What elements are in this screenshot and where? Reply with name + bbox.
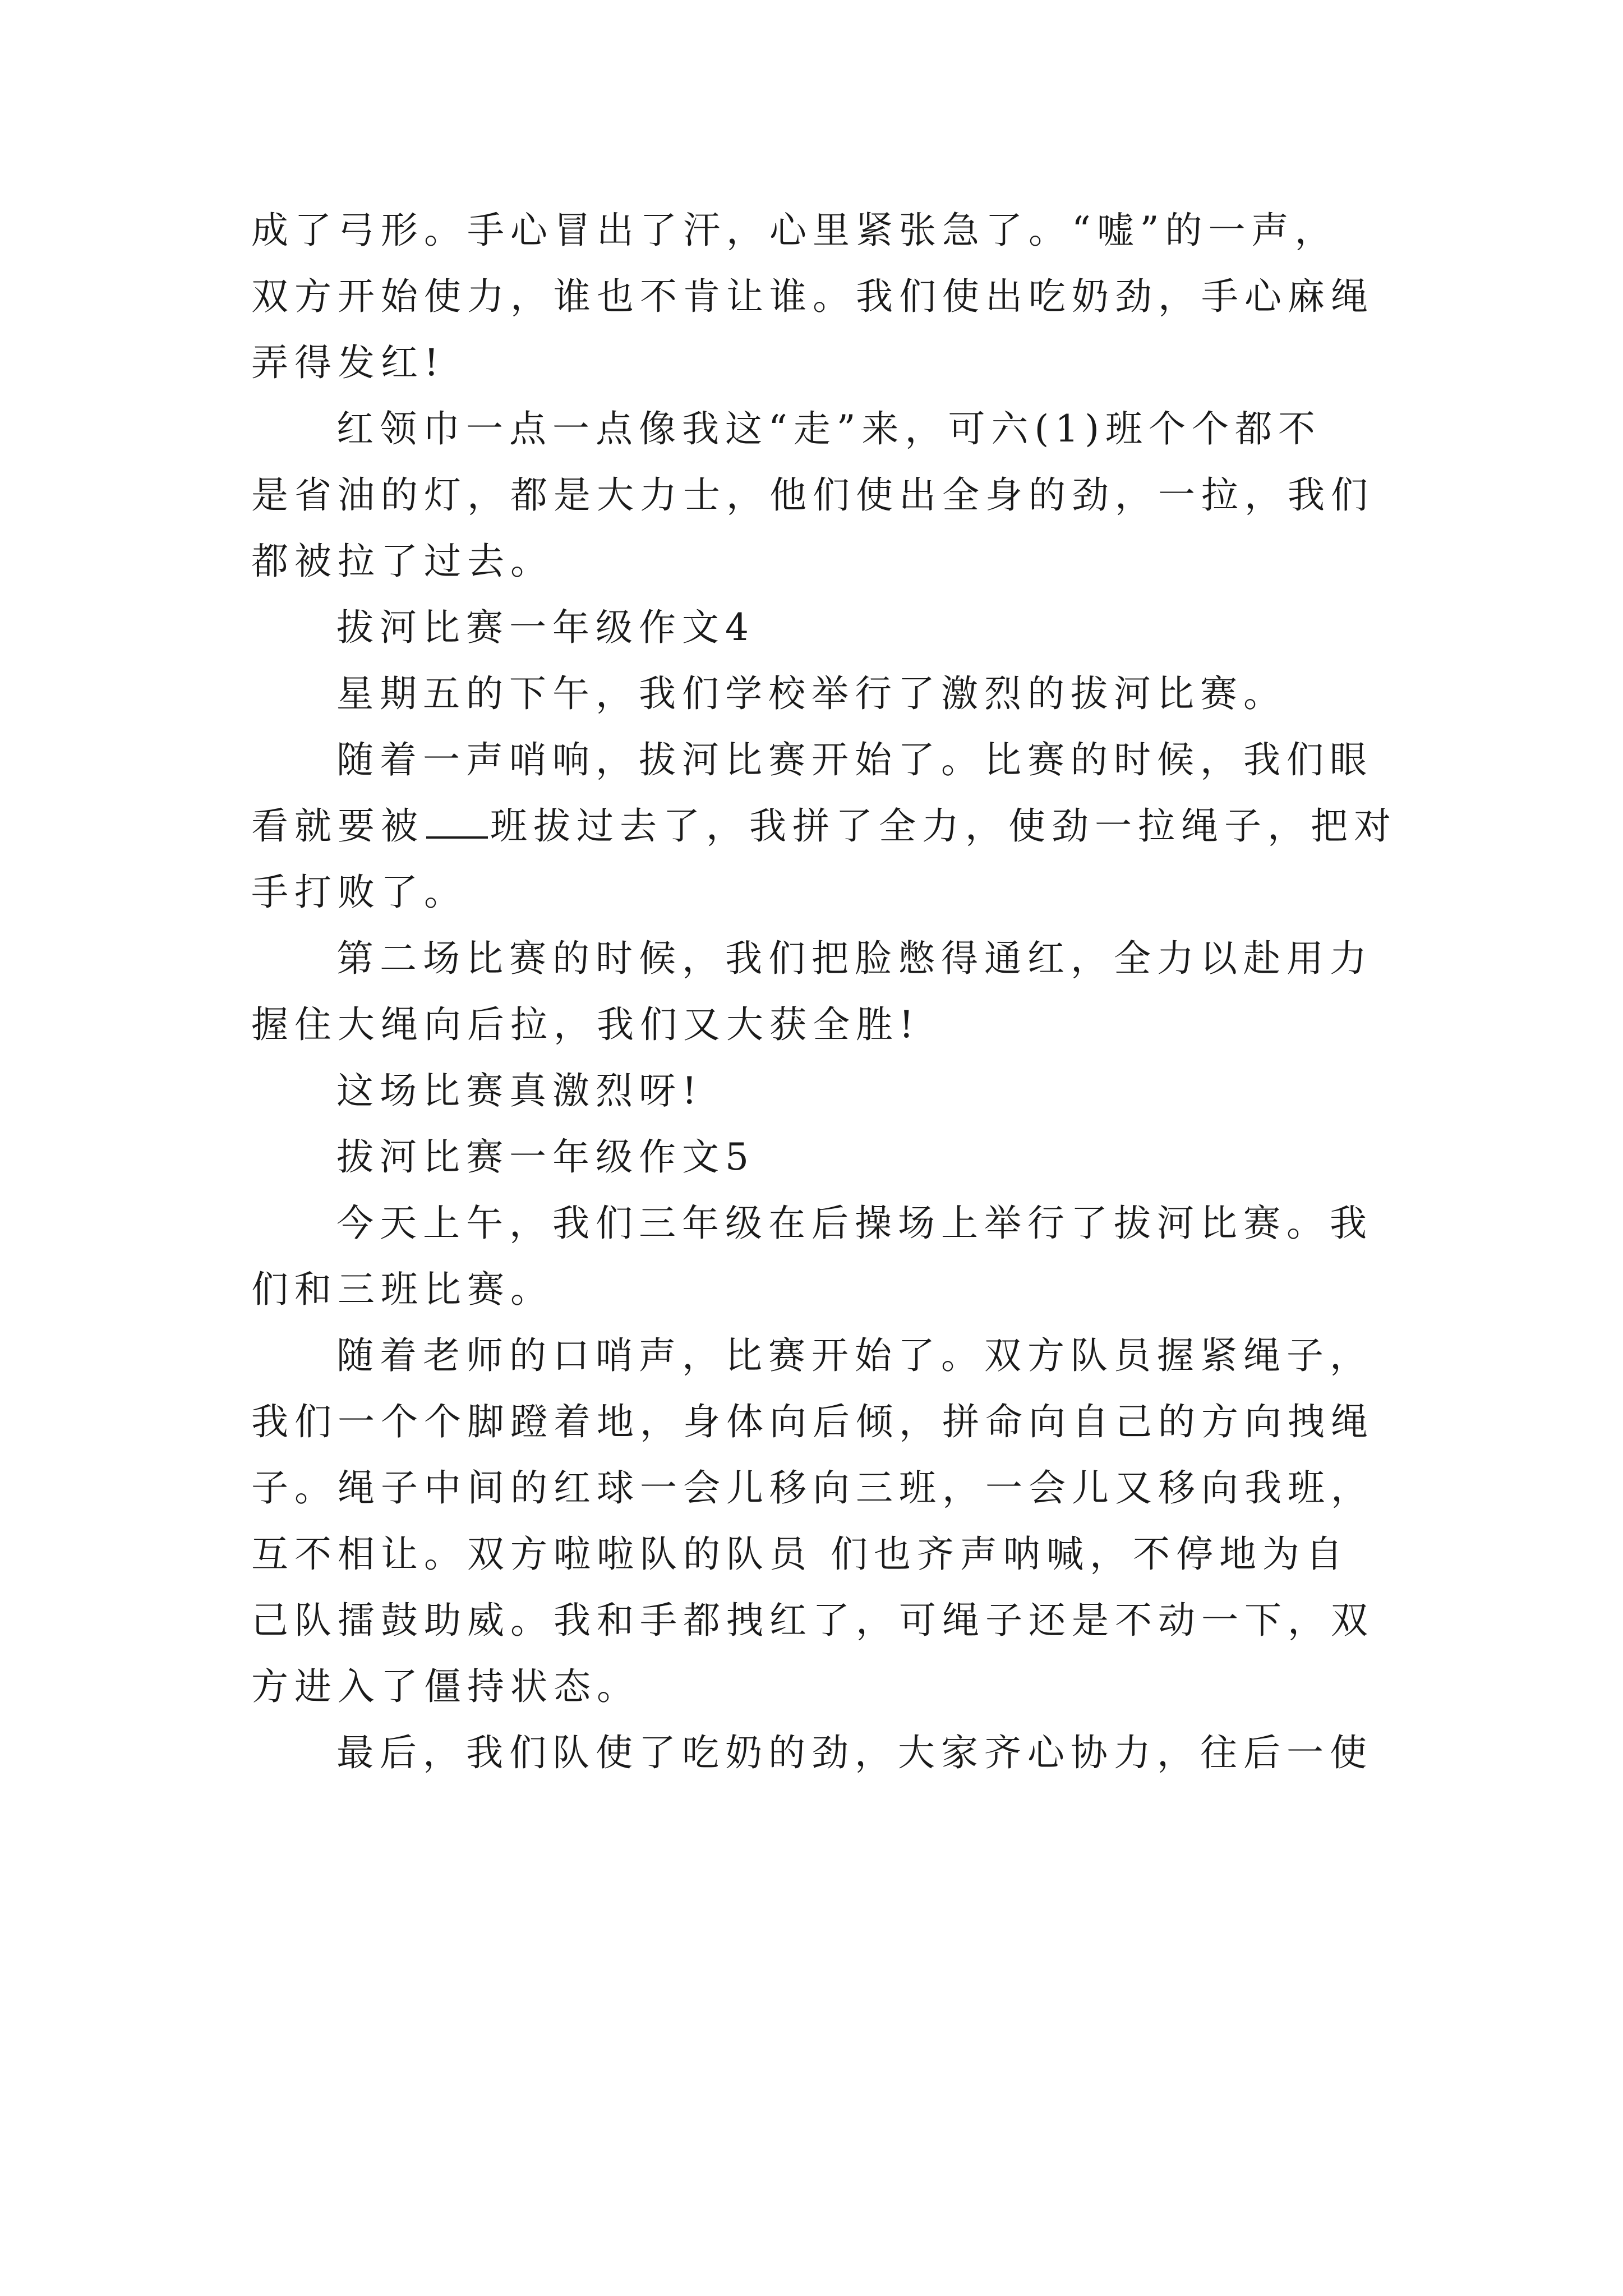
paragraph-start-line: 随着老师的口哨声，比赛开始了。双方队员握紧绳子， (336, 1334, 1373, 1377)
paragraph-start-line: 随着一声哨响，拔河比赛开始了。比赛的时候，我们眼 (336, 738, 1373, 781)
paragraph-start-line: 红领巾一点一点像我这“走”来，可六(1)班个个都不 (336, 407, 1321, 450)
text-line: 双方开始使力，谁也不肯让谁。我们使出吃奶劲，手心麻绳 (251, 275, 1374, 318)
text-line: 成了弓形。手心冒出了汗，心里紧张急了。“嘘”的一声， (251, 209, 1338, 252)
paragraph-start-line: 最后，我们队使了吃奶的劲，大家齐心协力，往后一使 (336, 1731, 1373, 1774)
text-line: 我们一个个脚蹬着地，身体向后倾，拼命向自己的方向拽绳 (251, 1400, 1374, 1443)
text-line: 握住大绳向后拉，我们又大获全胜! (251, 1003, 920, 1046)
text-segment: 班拔过去了，我拼了全力，使劲一拉绳子，把对 (490, 804, 1397, 848)
text-line: 是省油的灯，都是大力士，他们使出全身的劲，一拉，我们 (251, 473, 1374, 517)
paragraph-start-line: 这场比赛真激烈呀! (336, 1069, 703, 1112)
text-line: 己队擂鼓助威。我和手都拽红了，可绳子还是不动一下，双 (251, 1599, 1374, 1642)
fill-in-blank (426, 803, 488, 839)
text-line-with-blank (251, 793, 1397, 859)
text-segment: 看就要被 (251, 804, 424, 848)
paragraph-start-line: 星期五的下午，我们学校举行了激烈的拔河比赛。 (336, 672, 1287, 715)
text-line: 弄得发红! (251, 341, 445, 384)
text-line: 方进入了僵持状态。 (251, 1665, 640, 1708)
essay-text (251, 197, 1397, 1786)
paragraph-start-line: 第二场比赛的时候，我们把脸憋得通红，全力以赴用力 (336, 937, 1373, 980)
text-line: 互不相让。双方啦啦队的队员 们也齐声呐喊，不停地为自 (251, 1533, 1349, 1576)
essay-heading-4: 拔河比赛一年级作文4 (336, 606, 755, 649)
paragraph-start-line: 今天上午，我们三年级在后操场上举行了拔河比赛。我 (336, 1202, 1373, 1245)
text-line: 都被拉了过去。 (251, 540, 554, 583)
text-line: 手打败了。 (251, 871, 467, 914)
essay-heading-5: 拔河比赛一年级作文5 (336, 1135, 755, 1179)
text-line: 们和三班比赛。 (251, 1268, 554, 1311)
text-line: 子。绳子中间的红球一会儿移向三班，一会儿又移向我班， (251, 1466, 1374, 1510)
